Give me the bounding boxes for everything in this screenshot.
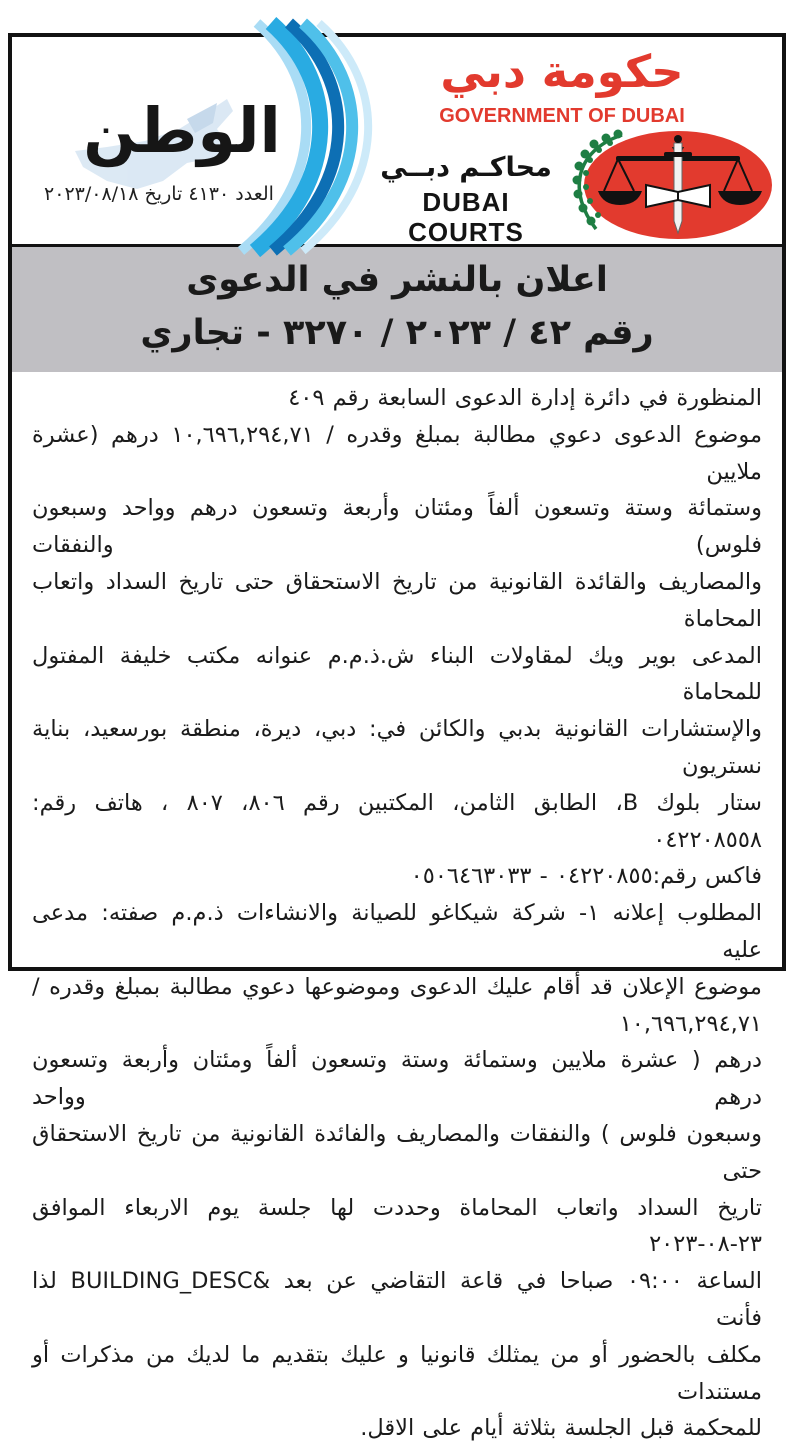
body-line: مكلف بالحضور أو من يمثلك قانونيا و عليك بتقديم ما لديك من مذكرات أو مستندات bbox=[32, 1341, 762, 1405]
newspaper-logo: الوطن bbox=[83, 94, 281, 167]
courts-english-label: DUBAI COURTS bbox=[408, 187, 524, 247]
government-arabic-calligraphy: حكومة دبي bbox=[440, 45, 684, 98]
body-line: المنظورة في دائرة إدارة الدعوى السابعة رقم ٤٠٩ bbox=[288, 385, 762, 411]
body-line: وستمائة وستة وتسعون ألفاً ومئتان وأربعة وتسعون درهم وواحد وسبعون فلوس) والنفقات bbox=[32, 495, 762, 559]
notice-title-line1: اعلان بالنشر في الدعوى bbox=[186, 260, 608, 300]
body-line: درهم ( عشرة ملايين وستمائة وستة وتسعون ألفاً ومئتان وأربعة وتسعون درهم وواحد bbox=[32, 1047, 762, 1111]
body-line: موضوع الإعلان قد أقام عليك الدعوى وموضوعها دعوي مطالبة بمبلغ وقدره / ١٠,٦٩٦,٢٩٤,٧١ bbox=[32, 973, 762, 1037]
notice-title-line2: رقم ٤٢ / ٢٠٢٣ / ٣٢٧٠ - تجاري bbox=[140, 313, 654, 353]
government-of-dubai-logo bbox=[427, 39, 697, 127]
scales-of-justice-emblem-icon bbox=[560, 129, 775, 241]
body-line: وسبعون فلوس ) والنفقات والمصاريف والفائدة القانونية من تاريخ الاستحقاق حتى bbox=[32, 1120, 762, 1184]
courts-arabic-label: محاكـم دبــي bbox=[380, 152, 552, 183]
body-line: والإستشارات القانونية بدبي والكائن في: دبي، ديرة، منطقة بورسعيد، بناية نستريون bbox=[32, 716, 762, 779]
newspaper-header bbox=[12, 37, 782, 247]
body-line: المدعى بوير ويك لمقاولات البناء ش.ذ.م.م عنوانه مكتب خليفة المفتول للمحاماة bbox=[32, 642, 762, 706]
body-line: تاريخ السداد واتعاب المحاماة وحددت لها جلسة يوم الاربعاء الموافق ٢٣-٠٨-٢٠٢٣ bbox=[32, 1194, 762, 1258]
body-line: ستار بلوك B، الطابق الثامن، المكتبين رقم ٨٠٦، ٨٠٧ ، هاتف رقم: ٠٤٢٢٠٨٥٥٨ bbox=[32, 789, 763, 853]
body-line: فاكس رقم:٠٤٢٢٠٨٥٥ - ٠٥٠٦٤٦٣٠٣٣ bbox=[410, 863, 762, 890]
issue-date-line: العدد ٤١٣٠ تاريخ ٢٠٢٣/٠٨/١٨ bbox=[44, 183, 274, 205]
body-line: المطلوب إعلانه ١- شركة شيكاغو للصيانة والانشاءات ذ.م.م صفته: مدعى عليه bbox=[32, 900, 762, 963]
government-english-label: GOVERNMENT OF DUBAI bbox=[439, 105, 685, 127]
body-line: والمصاريف والقائدة القانونية من تاريخ الاستحقاق حتى تاريخ السداد واتعاب المحاماة bbox=[32, 568, 762, 632]
notice-title-bar bbox=[12, 244, 782, 372]
body-line: موضوع الدعوى دعوي مطالبة بمبلغ وقدره / ١٠,٦٩٦,٢٩٤,٧١ درهم (عشرة ملايين bbox=[32, 421, 762, 485]
body-line: الساعة ٠٩:٠٠ صباحا في قاعة التقاضي عن بعد &BUILDING_DESC لذا فأنت bbox=[32, 1268, 762, 1331]
notice-body bbox=[12, 372, 782, 1447]
dubai-courts-logo-text bbox=[362, 149, 570, 247]
body-line: للمحكمة قبل الجلسة بثلاثة أيام على الاقل. bbox=[360, 1415, 762, 1442]
notice-page-frame bbox=[8, 33, 786, 1442]
